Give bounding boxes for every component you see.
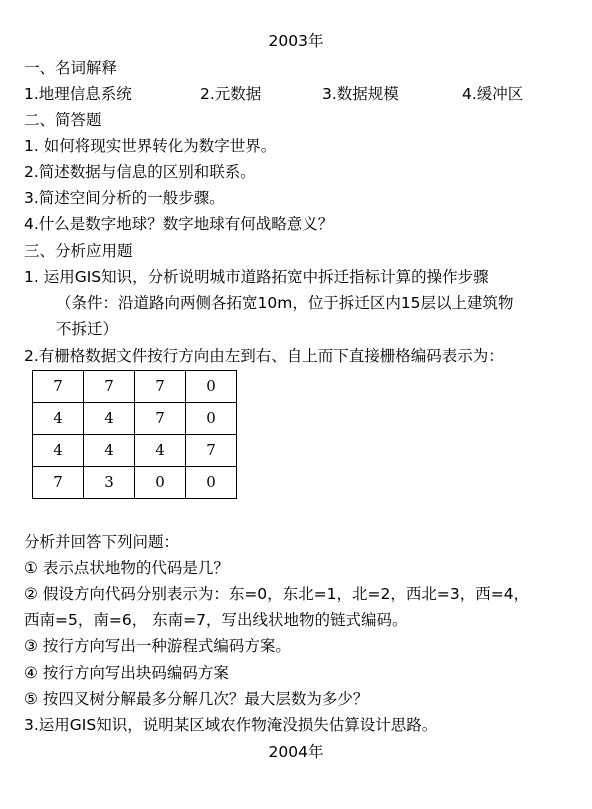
grid-row [33,371,237,403]
question-3-3: 3.运用GIS知识，说明某区域农作物淹没损失估算设计思路。 [24,716,438,734]
analysis-title: 分析并回答下列问题： [24,533,180,551]
section-3-title: 三、分析应用题 [24,242,133,260]
sub-question-4: ④ 按行方向写出块码编码方案 [24,664,229,682]
term-4: 4.缓冲区 [462,85,524,103]
grid-cell: 7 [135,371,186,403]
year-heading-2004: 2004年 [268,743,324,761]
grid-cell: 0 [186,403,237,435]
grid-cell: 0 [135,467,186,499]
grid-cell: 7 [186,435,237,467]
grid-cell: 4 [33,403,84,435]
question-3-1-line-1: 1. 运用GIS知识，分析说明城市道路拓宽中拆迁指标计算的操作步骤 [24,268,489,286]
grid-row [33,467,237,499]
grid-row [33,403,237,435]
raster-grid-table [32,370,237,499]
question-3-1-line-2: （条件：沿道路向两侧各拓宽10m，位于拆迁区内15层以上建筑物 [56,294,514,312]
grid-cell: 4 [135,435,186,467]
term-1: 1.地理信息系统 [24,85,132,103]
question-3-1-line-3: 不拆迁） [56,320,119,338]
question-2-1: 1. 如何将现实世界转化为数字世界。 [24,137,277,155]
grid-cell: 3 [84,467,135,499]
grid-cell: 4 [84,435,135,467]
grid-cell: 7 [135,403,186,435]
question-2-2: 2.简述数据与信息的区别和联系。 [24,163,256,181]
grid-cell: 4 [84,403,135,435]
sub-question-3: ③ 按行方向写出一种游程式编码方案。 [24,637,291,655]
term-2: 2.元数据 [200,85,262,103]
sub-question-5: ⑤ 按四叉树分解最多分解几次？最大层数为多少？ [24,690,369,708]
sub-question-2-line-2: 西南=5，南=6， 东南=7，写出线状地物的链式编码。 [24,611,408,629]
question-2-3: 3.简述空间分析的一般步骤。 [24,189,225,207]
grid-cell: 0 [186,371,237,403]
term-3: 3.数据规模 [322,85,399,103]
question-3-2-intro: 2.有栅格数据文件按行方向由左到右、自上而下直接栅格编码表示为： [24,347,504,365]
sub-question-1: ① 表示点状地物的代码是几？ [24,559,229,577]
grid-row [33,435,237,467]
year-heading-2003: 2003年 [268,32,324,50]
sub-question-2-line-1: ② 假设方向代码分别表示为：东=0，东北=1，北=2，西北=3，西=4， [24,585,530,603]
grid-cell: 7 [84,371,135,403]
section-1-title: 一、名词解释 [24,59,118,77]
grid-cell: 4 [33,435,84,467]
section-2-title: 二、简答题 [24,111,102,129]
grid-cell: 0 [186,467,237,499]
grid-cell: 7 [33,371,84,403]
grid-cell: 7 [33,467,84,499]
question-2-4: 4.什么是数字地球？数字地球有何战略意义？ [24,215,334,233]
